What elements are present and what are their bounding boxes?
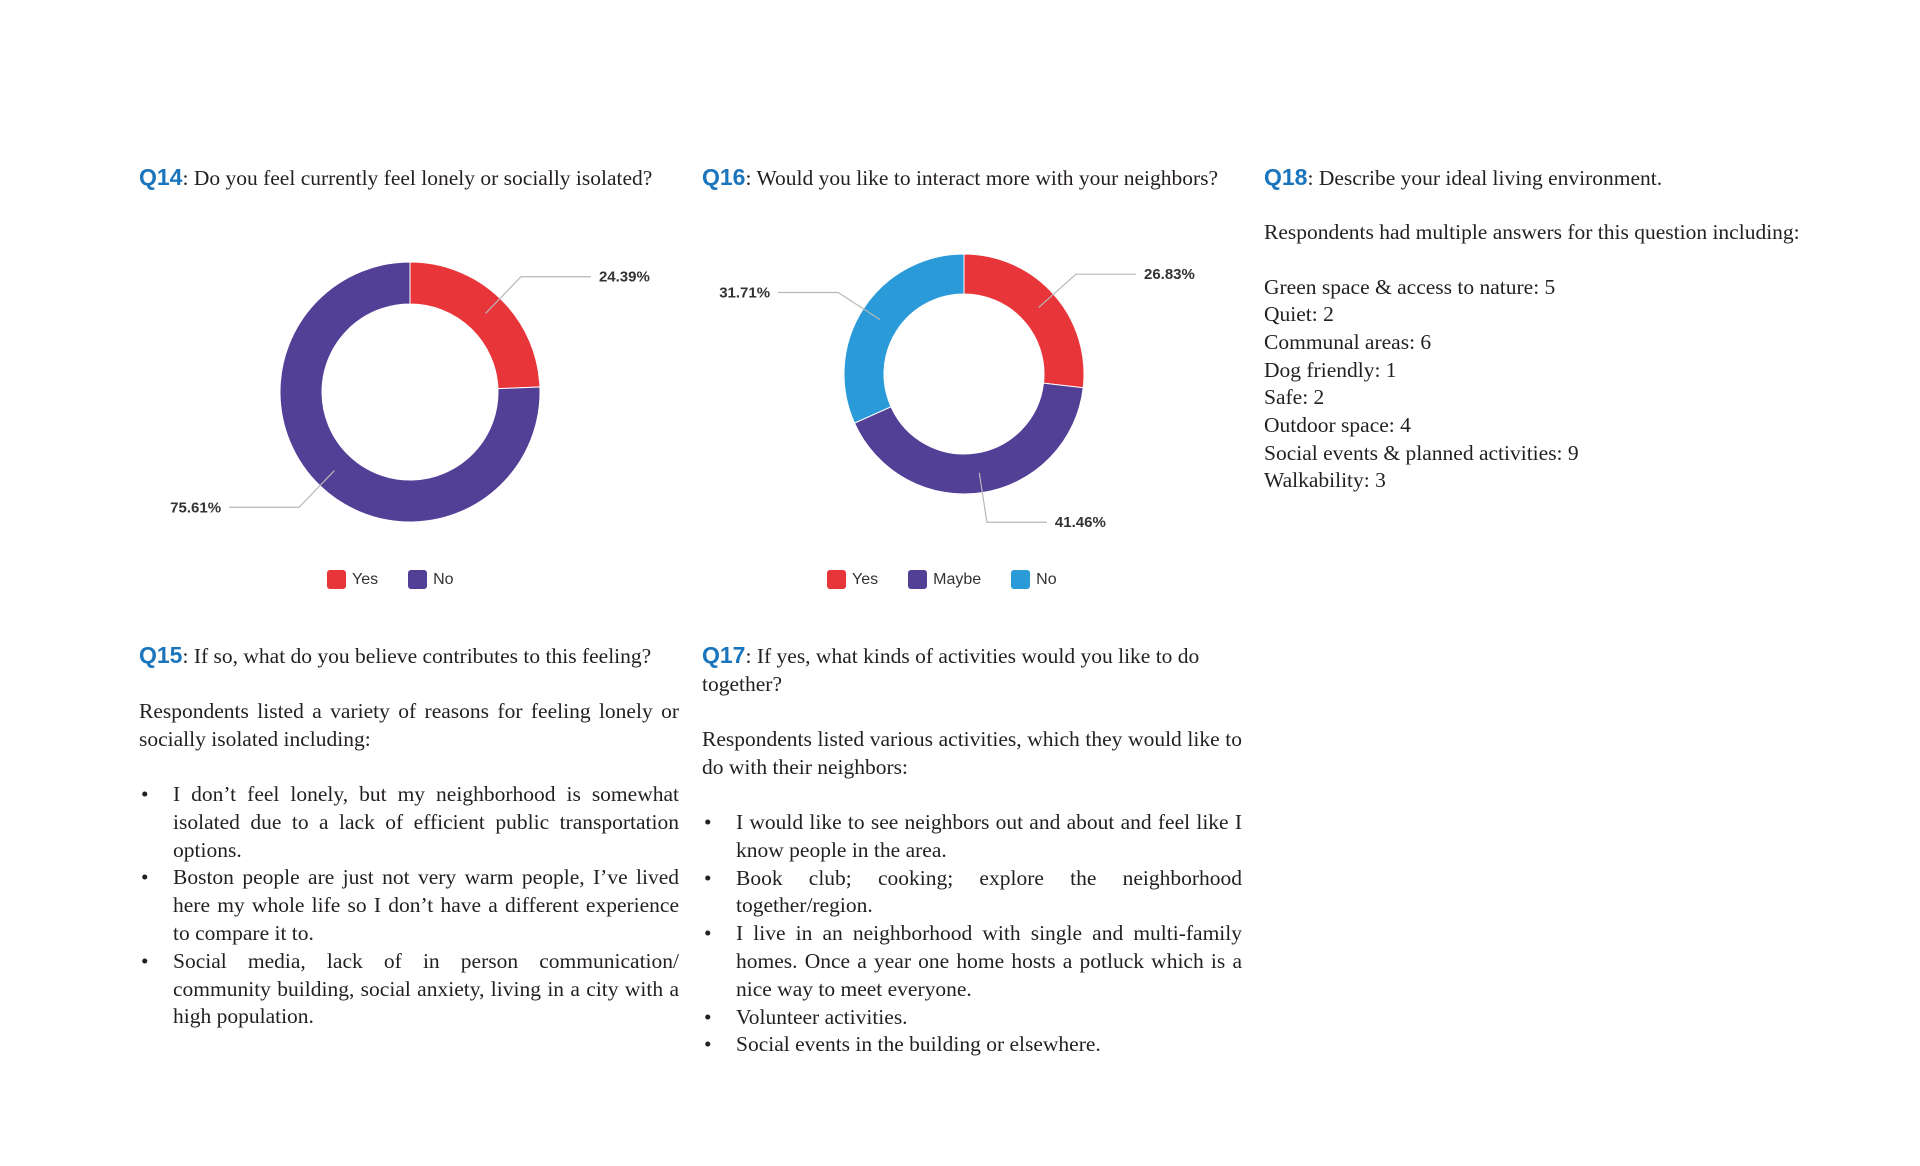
q16-question: : Would you like to interact more with your neighbors? <box>745 166 1219 190</box>
q18-section <box>1264 163 1804 495</box>
q17-bullet-item <box>702 920 1242 1003</box>
q17-section <box>702 641 1242 1059</box>
q16-donut-chart <box>702 240 1242 540</box>
donut-slice-yes <box>964 254 1084 388</box>
q17-bullet-text: Book club; cooking; explore the neighborhood together/region. <box>736 865 1242 918</box>
q17-number: Q17 <box>702 642 746 668</box>
q16-legend-yes-label: Yes <box>852 570 879 588</box>
bullet-glyph: • <box>704 921 712 946</box>
bullet-glyph: • <box>704 1004 712 1029</box>
q14-legend-no-label: No <box>433 570 454 588</box>
q16-legend-maybe-label: Maybe <box>933 570 982 588</box>
q18-answer-item: Walkability: 3 <box>1264 468 1386 493</box>
q15-bullet-item <box>139 781 679 864</box>
q14-legend-no <box>408 570 453 589</box>
bullet-glyph: • <box>704 865 712 890</box>
q17-bullet-item <box>702 809 1242 865</box>
q16-legend-maybe-swatch <box>908 570 927 589</box>
q16-number: Q16 <box>702 164 746 190</box>
q15-number: Q15 <box>139 642 183 668</box>
donut-slice-no <box>844 254 964 423</box>
q16-legend-no <box>1011 570 1056 589</box>
q14-heading <box>139 163 679 192</box>
q14-donut-svg <box>139 240 679 540</box>
q17-bullet-item <box>702 1004 1242 1032</box>
q17-bullet-item <box>702 865 1242 921</box>
q15-bullet-text: Boston people are just not very warm people, I’ve lived here my whole life so I don’t have a different experience to compare it to. <box>173 865 679 945</box>
q18-answer-item: Outdoor space: 4 <box>1264 413 1411 438</box>
q15-bullet-text: Social media, lack of in person communication/ community building, social anxiety, living in a city with a high population. <box>173 948 679 1029</box>
donut-slice-maybe <box>855 383 1084 494</box>
q18-answer-item: Dog friendly: 1 <box>1264 357 1397 382</box>
q16-section <box>702 163 1242 192</box>
q17-intro: Respondents listed various activities, which they would like to do with their neighbors: <box>702 727 1242 779</box>
q15-section <box>139 641 679 1031</box>
q16-legend-yes <box>827 570 878 589</box>
q18-answer-item: Green space & access to nature: 5 <box>1264 274 1556 299</box>
q14-number: Q14 <box>139 164 183 190</box>
q17-bullet-list <box>702 809 1242 1059</box>
q15-intro: Respondents listed a variety of reasons for feeling lonely or socially isolated including: <box>139 699 679 751</box>
q18-answer-list <box>1264 274 1804 496</box>
q15-heading <box>139 641 679 670</box>
q14-legend-yes-label: Yes <box>352 570 379 588</box>
q15-question: : If so, what do you believe contributes to this feeling? <box>182 644 652 668</box>
q14-legend <box>327 570 454 589</box>
q17-bullet-text: I would like to see neighbors out and about and feel like I know people in the area. <box>736 810 1242 862</box>
q17-bullet-text: Volunteer activities. <box>736 1004 908 1029</box>
q14-legend-yes-swatch <box>327 570 346 589</box>
q14-donut-chart <box>139 240 679 540</box>
q18-answer-item: Quiet: 2 <box>1264 302 1334 327</box>
q16-legend <box>827 570 1057 589</box>
q14-section <box>139 163 679 192</box>
q16-legend-yes-swatch <box>827 570 846 589</box>
q15-bullet-item <box>139 948 679 1031</box>
q14-question: : Do you feel currently feel lonely or socially isolated? <box>182 166 653 190</box>
bullet-glyph: • <box>704 810 712 834</box>
q14-legend-no-swatch <box>408 570 427 589</box>
q16-donut-svg <box>702 240 1242 540</box>
q16-legend-maybe <box>908 570 981 589</box>
q18-heading <box>1264 163 1804 192</box>
q17-question: : If yes, what kinds of activities would you like to do together? <box>702 644 1200 696</box>
donut-slice-yes <box>410 262 540 389</box>
q18-question: : Describe your ideal living environment. <box>1307 166 1663 190</box>
donut-data-label: 26.83% <box>1143 266 1195 284</box>
donut-data-label: 41.46% <box>1054 514 1106 532</box>
q16-legend-no-swatch <box>1011 570 1030 589</box>
q16-heading <box>702 163 1242 192</box>
q18-answer-item: Safe: 2 <box>1264 385 1325 410</box>
bullet-glyph: • <box>704 1032 712 1057</box>
q15-bullet-text: I don’t feel lonely, but my neighborhood is somewhat isolated due to a lack of efficient public transportation options. <box>173 782 679 862</box>
bullet-glyph: • <box>141 782 149 806</box>
q15-bullet-list <box>139 781 679 1031</box>
q18-number: Q18 <box>1264 164 1308 190</box>
donut-data-label: 75.61% <box>170 499 222 517</box>
q17-bullet-text: Social events in the building or elsewhere. <box>736 1032 1101 1057</box>
q16-legend-no-label: No <box>1036 570 1057 588</box>
q17-bullet-item <box>702 1031 1242 1059</box>
q18-answer-item: Social events & planned activities: 9 <box>1264 440 1579 465</box>
bullet-glyph: • <box>141 865 149 890</box>
bullet-glyph: • <box>141 948 149 973</box>
q17-bullet-text: I live in an neighborhood with single and multi-family homes. Once a year one home hosts a potluck which is a nice way to meet everyone. <box>736 921 1242 1001</box>
donut-data-label: 24.39% <box>598 268 650 286</box>
donut-data-label: 31.71% <box>719 284 771 302</box>
q18-intro: Respondents had multiple answers for this question including: <box>1264 220 1800 244</box>
q15-bullet-item <box>139 864 679 947</box>
q18-answer-item: Communal areas: 6 <box>1264 329 1432 354</box>
q14-legend-yes <box>327 570 378 589</box>
q17-heading <box>702 641 1242 698</box>
